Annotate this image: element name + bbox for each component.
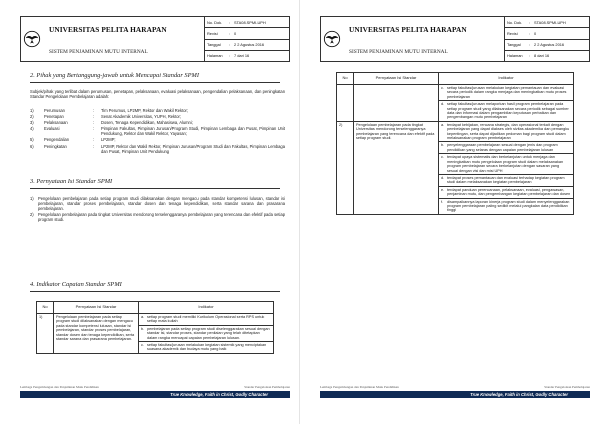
divider	[30, 188, 280, 189]
doc-number: STA08.SPMI-UPH	[234, 19, 266, 25]
list-item: 1) Perumusan : Tim Perumus, LP2MP, Rektor dan Wakil Rektor;	[30, 108, 188, 113]
indicator-cell	[139, 314, 274, 354]
list-item: 1) Pengelolaan pembelajaran pada setiap program studi dilaksanakan dengan mengacu pada standar kompetensi lulusan, standar isi pembelajaran, standar proses pembelajaran, standar dosen dan tenaga kependidikan, serta standar sarana dan prasarana pembelajaran.	[30, 196, 285, 212]
indicator-item: d. setiap fakultas/jurusan melaporkan hasil program pembelajaran pada setiap program studi yang dilaksanakan secara periodik sebagai sumber data dan informasi dalam pengambilan keputusan perbaikan dan pengembangan mutu pembelajaran	[441, 102, 569, 120]
page-footer: Lembaga Pengembangan dan Penjaminan Mutu Pendidikan Standar Pengelolaan Pembelajaran True Knowledge, Faith in Christ, Godly Character	[320, 385, 590, 397]
section-3-title: 3. Pernyataan Isi Standar SPMI	[30, 178, 113, 185]
indicator-cell	[439, 85, 574, 122]
footer-motto: True Knowledge, Faith in Christ, Godly Character	[320, 391, 590, 398]
column-header-statement: Pernyataan Isi Standar	[54, 302, 139, 314]
page-number: 7 dari 16	[234, 53, 250, 59]
indicator-item: b. pembelajaran pada setiap program studi diselenggarakan sesuai dengan standar isi, standar proses, standar penilaian yang telah ditetapkan dalam rangka mencapai capaian pembelajaran lulusan.	[139, 326, 273, 342]
column-header-no: No	[37, 302, 54, 314]
list-item: 2) Penetapan : Senat Akademik Universitas, YUPH, Rektor;	[30, 114, 182, 120]
university-name: UNIVERSITAS PELITA HARAPAN	[49, 25, 167, 34]
date: 2 2 Agustus 2016	[534, 42, 565, 48]
table-row: 1) Pengelolaan pembelajaran pada setiap program studi dilaksanakan dengan mengacu pada standar kompetensi lulusan, standar isi pembelajaran, standar proses pembelajaran, standar dosen dan tenaga kependidikan, serta standar sarana dan prasarana pembelajaran. a. setiap program studi memiliki Kurikulum Operasional serta RPS untuk setiap mata kuliah b. pembelajaran pada setiap program studi diselenggarakan sesuai dengan standar isi, standar proses, standar penilaian yang telah ditetapkan dalam rangka mencapai capaian pembelajaran lulusan. c. setiap fakultas/jurusan melakukan kegiatan sistemik yang menciptakan suasana akademik dan budaya mutu yang baik	[37, 314, 274, 354]
section-4-title: 4. Indikator Capaian Standar SPMI	[30, 281, 122, 288]
column-header-indicator: Indikator	[139, 302, 274, 314]
date: 2 2 Agustus 2016	[234, 42, 265, 48]
list-item: 2) Pengelolaan pembelajaran pada tingkat Universitas mendorong terselenggaranya pembelajaran yang terencana dan efektif pada setiap program studi.	[30, 212, 285, 223]
indicator-item: a. terdapat kebijakan, rencana strategis, dan operasional terkait dengan pembelajaran yang dapat diakses oleh sivitas akademika dan pemangku kepentingan, serta dapat dijadikan pedoman bagi program studi dalam melaksanakan program pembelajaran	[439, 122, 573, 143]
statement-cell: Pengelolaan pembelajaran pada setiap program studi dilaksanakan dengan mengacu pada standar kompetensi lulusan, standar isi pembelajaran, standar proses pembelajaran, standar dosen dan tenaga kependidikan, serta standar sarana dan prasarana pembelajaran.	[54, 314, 139, 354]
document-header	[320, 16, 590, 62]
statement-cell: Pengelolaan pembelajaran pada tingkat Universitas mendorong terselenggaranya pembelajaran yang terencana dan efektif pada setiap program studi.	[354, 121, 439, 214]
indicator-item: c. setiap fakultas/jurusan melakukan kegiatan sistemik yang menciptakan suasana akademik dan budaya mutu yang baik	[141, 343, 267, 352]
indicator-item: a. setiap program studi memiliki Kurikulum Operasional serta RPS untuk setiap mata kuliah	[139, 314, 273, 326]
indicator-table-continued	[336, 72, 574, 215]
revision: 0	[534, 30, 537, 36]
footer-motto: True Knowledge, Faith in Christ, Godly Character	[20, 391, 290, 398]
unit-name: SISTEM PENJAMINAN MUTU INTERNAL	[349, 49, 448, 55]
indicator-item: e. terdapat panduan perencanaan, pelaksanaan, evaluasi, pengawasan, penjaminan mutu, dan pengembangan kegiatan pembelajaran dan dosen	[439, 187, 573, 199]
indicator-item: c. setiap fakultas/jurusan melakukan kegiatan pemantauan dan evaluasi secara periodik dalam rangka menjaga dan meningkatkan mutu proses pembelajaran	[439, 85, 573, 101]
unit-name: SISTEM PENJAMINAN MUTU INTERNAL	[49, 49, 148, 55]
university-logo-icon	[21, 17, 43, 61]
document-header	[20, 16, 290, 62]
list-item: 5) Pengendalian : LP2MP;	[30, 137, 116, 143]
list-item: 3) Pelaksanaan : Dosen, Tenaga Kependidikan, Mahasiswa, Alumni;	[30, 120, 193, 126]
section-2-intro: Subjek/pihak yang terlibat dalam perumusan, penetapan, pelaksanaan, evaluasi pelaksanaan, pengendalian pelaksanaan, dan peningkatan Standar Pengelolaan Pembelajaran adalah:	[30, 89, 285, 100]
responsible-party-list	[30, 108, 285, 154]
doc-number: STA08.SPMI-UPH	[534, 19, 566, 25]
revision: 0	[234, 30, 237, 36]
university-name: UNIVERSITAS PELITA HARAPAN	[349, 25, 467, 34]
column-header-statement: Pernyataan Isi Standar	[354, 73, 439, 85]
indicator-cell	[439, 121, 574, 214]
indicator-item: c. terdapat upaya sistematis dan berkelanjutan untuk menjaga dan meningkatkan mutu pengelolaan program studi dalam melaksanakan program pembelajaran secara berkelanjutan dengan sasaran yang sesuai dengan visi dan misi UPH	[439, 154, 573, 175]
page-footer: Lembaga Pengembangan dan Penjaminan Mutu Pendidikan Standar Pengelolaan Pembelajaran True Knowledge, Faith in Christ, Godly Character	[20, 385, 290, 397]
list-item: 4) Evaluasi : Pimpinan Fakultas, Pimpinan Jurusan/Program Studi, Pimpinan Lembaga dan Pusat, Pimpinan Unit Pendukung, Rektor dan Wakil Rektor, Yayasan;	[30, 126, 285, 137]
document-meta: No. Dok. : STA08.SPMI-UPH Revisi : 0 Tanggal : 2 2 Agustus 2016 Halaman : 7 dari 16	[205, 17, 289, 61]
table-row: 2) Pengelolaan pembelajaran pada tingkat Universitas mendorong terselenggaranya pembelajaran yang terencana dan efektif pada setiap program studi. a. terdapat kebijakan, rencana strategis, dan operasional terkait dengan pembelajaran yang dapat diakses oleh sivitas akademika dan pemangku kepentingan, serta dapat dijadikan pedoman bagi program studi dalam melaksanakan program pembelajaran b. penyelenggaraan pembelajaran sesuai dengan jenis dan program pendidikan yang selaras dengan capaian pembelajaran lulusan c. terdapat upaya sistematis dan berkelanjutan untuk menjaga dan meningkatkan mutu pengelolaan program studi dalam melaksanakan program pembelajaran secara berkelanjutan dengan sasaran yang sesuai dengan visi dan misi UPH d. terdapat proses pemantauan dan evaluasi terhadap kegiatan program studi dalam melaksanakan kegiatan pembelajaran e. terdapat panduan perencanaan, pelaksanaan, evaluasi, pengawasan, penjaminan mutu, dan pengembangan kegiatan pembelajaran dan dosen f. disampaikannya laporan kinerja program studi dalam menyelenggarakan program pembelajaran paling sedikit melalui pangkalan data pendidikan tinggi	[337, 121, 574, 214]
page-number: 8 dari 16	[534, 53, 550, 59]
indicator-table	[36, 301, 274, 354]
indicator-item: d. terdapat proses pemantauan dan evaluasi terhadap kegiatan program studi dalam melaksanakan kegiatan pembelajaran	[439, 175, 573, 187]
university-logo-icon	[321, 17, 343, 61]
indicator-item: f. disampaikannya laporan kinerja program studi dalam menyelenggarakan program pembelajaran paling sedikit melalui pangkalan data pendidikan tinggi	[441, 199, 570, 213]
standard-statement-list	[30, 196, 285, 223]
column-header-no: No	[337, 73, 354, 85]
column-header-indicator: Indikator	[439, 73, 574, 85]
table-row	[337, 85, 574, 122]
divider	[30, 82, 280, 83]
document-meta: No. Dok. : STA08.SPMI-UPH Revisi : 0 Tanggal : 2 2 Agustus 2016 Halaman : 8 dari 16	[505, 17, 589, 61]
list-item: 6) Peningkatan : LP2MP, Rektor dan Wakil Rektor, Pimpinan Jurusan/Program Studi dan Fakultas, Pimpinan Lembaga dan Pusat, Pimpinan Unit Pendukung	[30, 143, 285, 154]
section-2-title: 2. Pihak yang Bertanggung-jawab untuk Mencapai Standar SPMI	[30, 72, 199, 79]
page-right	[300, 0, 600, 424]
divider	[30, 291, 280, 292]
table-header-row	[37, 302, 274, 314]
indicator-item: b. penyelenggaraan pembelajaran sesuai dengan jenis dan program pendidikan yang selaras dengan capaian pembelajaran lulusan	[439, 142, 573, 154]
table-header-row	[337, 73, 574, 85]
